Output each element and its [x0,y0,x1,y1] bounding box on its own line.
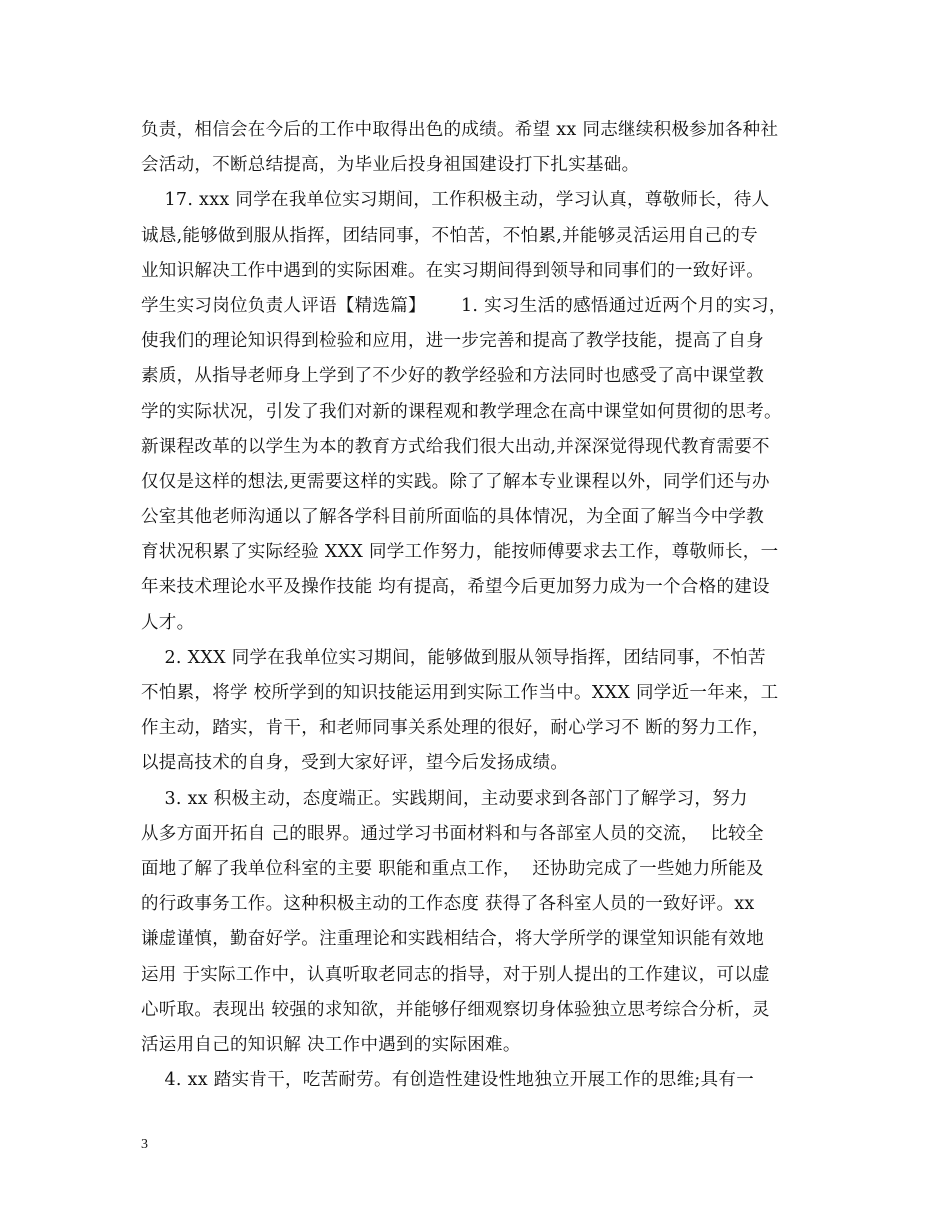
text-line: 活运用自己的知识解 决工作中遇到的实际困难。 [141,1034,521,1055]
text-line: 年来技术理论水平及操作技能 均有提高，希望今后更加努力成为一个合格的建设 [141,577,770,598]
text-line: 使我们的理论知识得到检验和应用，进一步完善和提高了教学技能，提高了自身 [141,331,764,352]
text-line: 3. xx 积极主动，态度端正。实践期间，主动要求到各部门了解学习，努力 [141,788,748,809]
text-line: 谦虚谨慎，勤奋好学。注重理论和实践相结合，将大学所学的课堂知识能有效地 [141,929,764,950]
text-line: 新课程改革的以学生为本的教育方式给我们很大出动,并深深觉得现代教育需要不 [141,436,770,457]
document-body [141,113,811,1098]
text-line: 以提高技术的自身，受到大家好评，望今后发扬成绩。 [141,753,569,774]
text-line: 仅仅是这样的想法,更需要这样的实践。除了了解本专业课程以外，同学们还与办 [141,471,770,492]
text-line: 素质，从指导老师身上学到了不少好的教学经验和方法同时也感受了高中课堂教 [141,366,764,387]
text-line: 人才。 [141,612,195,633]
text-line: 心听取。表现出 较强的求知欲，并能够仔细观察切身体验独立思考综合分析，灵 [141,999,770,1020]
text-line: 面地了解了我单位科室的主要 职能和重点工作， 还协助完成了一些她力所能及 [141,858,764,879]
text-line: 公室其他老师沟通以了解各学科目前所面临的具体情况，为全面了解当今中学教 [141,507,764,528]
text-line: 从多方面开拓自 己的眼界。通过学习书面材料和与各部室人员的交流， 比较全 [141,823,764,844]
text-line: 17. xxx 同学在我单位实习期间，工作积极主动，学习认真，尊敬师长，待人 [141,190,770,211]
text-line: 作主动，踏实，肯干，和老师同事关系处理的很好，耐心学习不 断的努力工作， [141,718,770,739]
text-line: 负责，相信会在今后的工作中取得出色的成绩。希望 xx 同志继续积极参加各种社 [141,120,779,140]
text-line: 业知识解决工作中遇到的实际困难。在实习期间得到领导和同事们的一致好评。 [141,260,764,281]
text-line: 的行政事务工作。这种积极主动的工作态度 获得了各科室人员的一致好评。xx [141,894,755,915]
text-line: 育状况积累了实际经验 XXX 同学工作努力，能按师傅要求去工作，尊敬师长，一 [141,542,779,563]
text-line: 学的实际状况，引发了我们对新的课程观和教学理念在高中课堂如何贯彻的思考。 [141,401,782,422]
text-line: 运用 于实际工作中，认真听取老同志的指导，对于别人提出的工作建议，可以虚 [141,964,770,985]
text-line: 会活动，不断总结提高，为毕业后投身祖国建设打下扎实基础。 [141,155,640,176]
text-line: 2. XXX 同学在我单位实习期间，能够做到服从领导指挥，团结同事，不怕苦 [141,647,766,668]
text-line: 学生实习岗位负责人评语【精选篇】 1. 实习生活的感悟通过近两个月的实习， [141,295,787,316]
text-line: 不怕累，将学 校所学到的知识技能运用到实际工作当中。XXX 同学近一年来，工 [141,683,779,703]
text-line: 诚恳,能够做到服从指挥，团结同事，不怕苦，不怕累,并能够灵活运用自己的专 [141,225,758,246]
text-line: 4. xx 踏实肯干，吃苦耐劳。有创造性建设性地独立开展工作的思维;具有一 [141,1070,755,1091]
page-number: 3 [141,1137,148,1152]
